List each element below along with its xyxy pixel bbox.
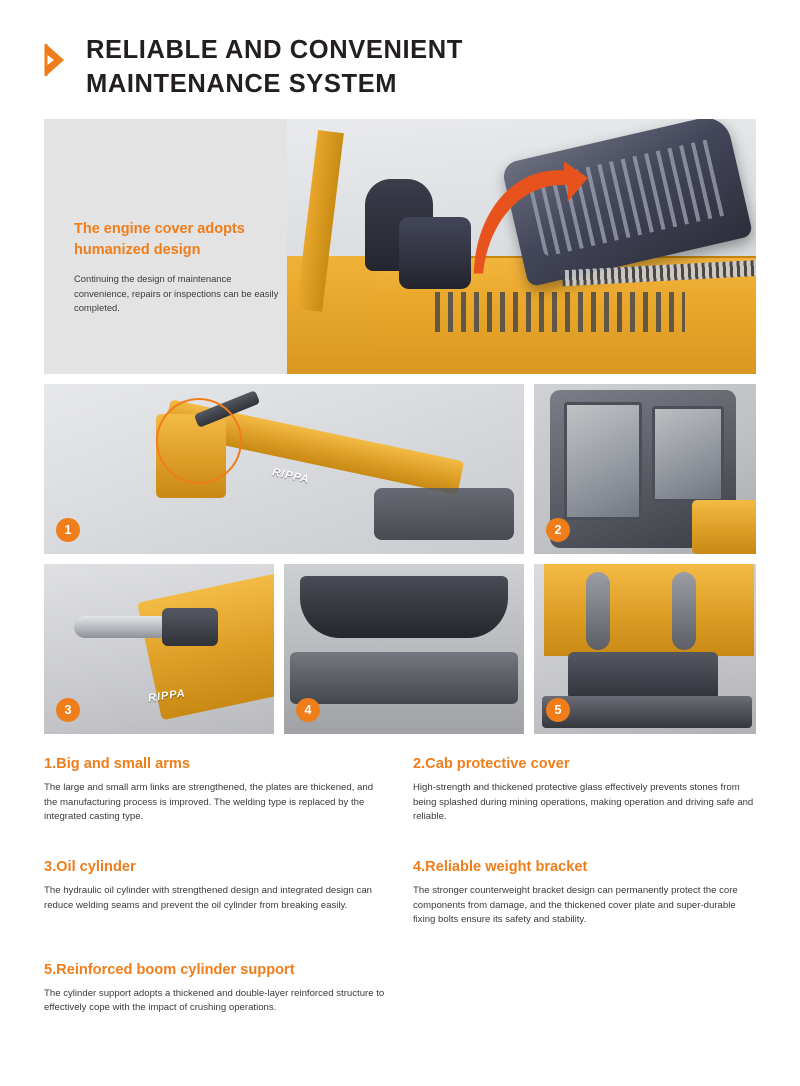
brand-label: RIPPA: [271, 466, 311, 487]
photo-badge-2: 2: [546, 518, 570, 542]
photo-grid: [44, 384, 756, 734]
hero-text-block: [74, 219, 279, 314]
section-2: [413, 756, 756, 825]
photo-cab-protective-cover: [534, 384, 756, 554]
cylinder-support-bracket: [568, 652, 718, 700]
section-5-spacer: [440, 962, 756, 1016]
highlight-circle: [156, 398, 242, 484]
photo-big-and-small-arms: [44, 384, 524, 554]
machine-body-blur: [374, 488, 514, 540]
page-header: [0, 0, 800, 101]
section-1-body: The large and small arm links are strengthened, the plates are thickened, and the manufacturing process is improved. The welding type is replaced by the integrated casting type.: [44, 782, 374, 823]
photo-badge-1: 1: [56, 518, 80, 542]
page-title: [86, 34, 463, 101]
text-row-1: [44, 756, 756, 825]
section-3-body: The hydraulic oil cylinder with strengthened design and integrated design can reduce welding seams and prevent the oil cylinder from breaking easily.: [44, 885, 372, 911]
machine-tank-secondary: [399, 217, 471, 289]
cover-plate: [300, 576, 508, 638]
section-5-body: The cylinder support adopts a thickened and double-layer reinforced structure to effectively cope with the impact of crushing operations.: [44, 987, 385, 1014]
hero-heading: The engine cover adopts humanized design: [74, 221, 245, 258]
hero-panel: [44, 119, 756, 374]
photo-badge-4: 4: [296, 698, 320, 722]
text-sections: [44, 756, 756, 1016]
photo-row-2: [44, 564, 756, 734]
hero-body: Continuing the design of maintenance convenience, repairs or inspections can be easily completed.: [74, 273, 279, 313]
page-title-line2: MAINTENANCE SYSTEM: [86, 69, 398, 98]
section-1-title: 1.Big and small arms: [44, 756, 190, 773]
photo-boom-cylinder-support: [534, 564, 756, 734]
section-4-title: 4.Reliable weight bracket: [413, 859, 588, 876]
machine-body-yellow: [544, 564, 754, 656]
cylinder-barrel: [162, 608, 218, 646]
cylinder-rod: [74, 616, 170, 638]
section-3-title: 3.Oil cylinder: [44, 859, 136, 876]
hero-photo: [287, 119, 756, 374]
text-row-2: [44, 859, 756, 928]
section-5: [44, 962, 414, 1016]
cab-front-glass: [564, 402, 642, 520]
photo-badge-3: 3: [56, 698, 80, 722]
photo-row-1: [44, 384, 756, 554]
section-4: [413, 859, 756, 928]
support-tube-right: [672, 572, 696, 650]
section-5-title: 5.Reinforced boom cylinder support: [44, 961, 295, 978]
chevron-right-icon: [44, 42, 70, 96]
photo-weight-bracket: [284, 564, 524, 734]
machine-body-yellow: [692, 500, 756, 554]
curved-up-arrow-icon: [472, 161, 602, 291]
section-1: [44, 756, 387, 825]
base-plate: [542, 696, 752, 728]
section-2-title: 2.Cab protective cover: [413, 756, 570, 773]
brand-label: RIPPA: [147, 687, 187, 705]
page-title-line1: RELIABLE AND CONVENIENT: [86, 36, 463, 64]
track-undercarriage: [290, 652, 518, 704]
section-4-body: The stronger counterweight bracket design can permanently protect the core components from damage, and the thickened cover plate and super-durable fixing bolts ensure its safety and stability.: [413, 885, 738, 926]
cab-side-glass: [652, 406, 724, 502]
text-row-3: [44, 962, 756, 1016]
section-3: [44, 859, 387, 928]
photo-badge-5: 5: [546, 698, 570, 722]
support-tube-left: [586, 572, 610, 650]
photo-oil-cylinder: [44, 564, 274, 734]
section-2-body: High-strength and thickened protective glass effectively prevents stones from being splashed during mining operations, making operation and driving safe and reliable.: [413, 782, 754, 823]
